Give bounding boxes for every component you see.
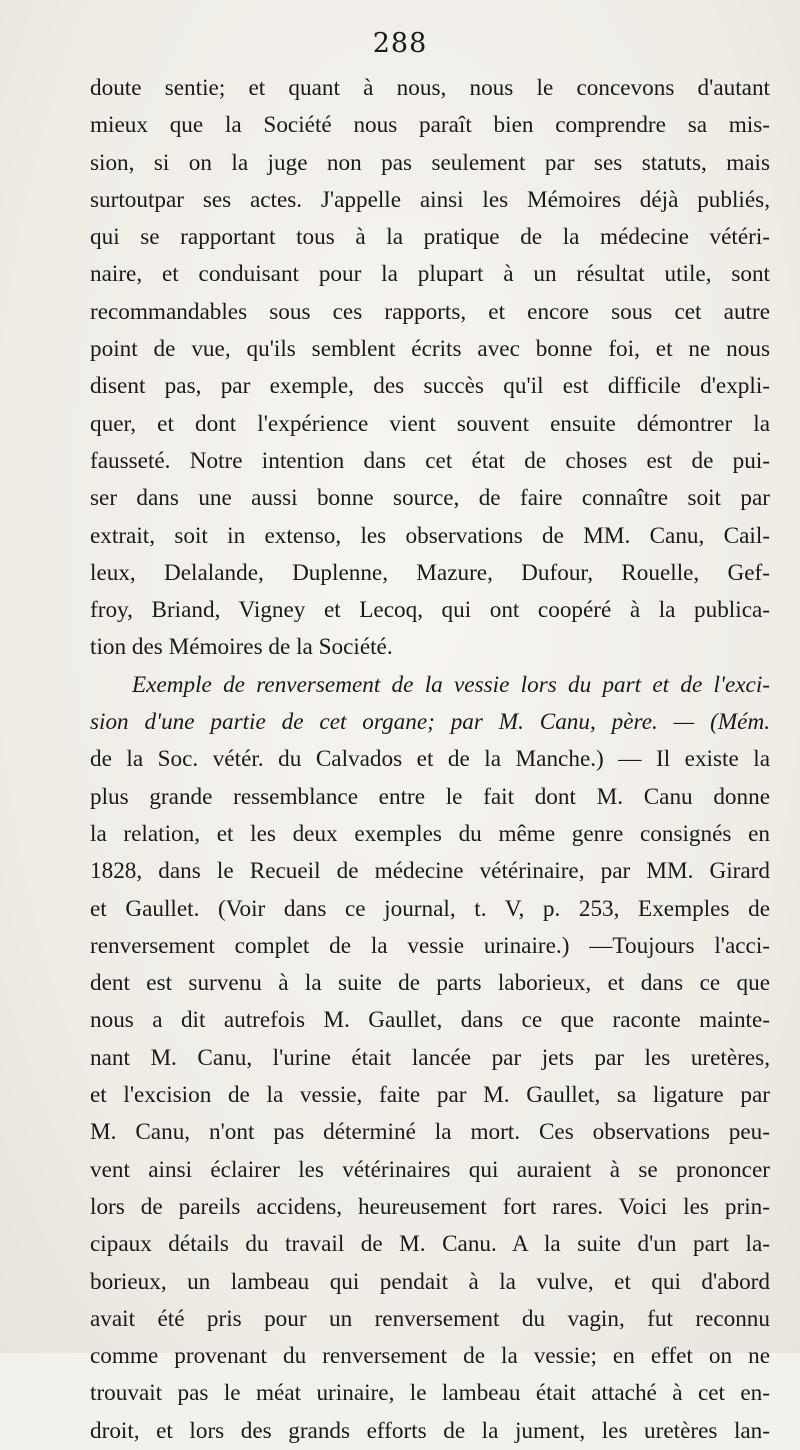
text-line: la relation, et les deux exemples du même genre consignés en	[90, 820, 770, 847]
text-line: point de vue, qu'ils semblent écrits avec bonne foi, et ne nous	[90, 336, 770, 363]
body-text	[90, 70, 770, 1450]
text-line: disent pas, par exemple, des succès qu'il est difficile d'expli-	[90, 373, 770, 400]
text-line: M. Canu, n'ont pas déterminé la mort. Ces observations peu-	[90, 1119, 770, 1146]
text-line: extrait, soit in extenso, les observations de MM. Canu, Cail-	[90, 522, 770, 549]
text-line: de la Soc. vétér. du Calvados et de la Manche.) — Il existe la	[90, 746, 770, 773]
page-number: 288	[372, 28, 428, 59]
text-line: droit, et lors des grands efforts de la jument, les uretères lan-	[90, 1417, 770, 1444]
text-line: quer, et dont l'expérience vient souvent ensuite démontrer la	[90, 410, 770, 437]
text-line: fausseté. Notre intention dans cet état de choses est de pui-	[90, 447, 770, 474]
text-line: dent est survenu à la suite de parts laborieux, et dans ce que	[90, 970, 770, 997]
text-line: recommandables sous ces rapports, et encore sous cet autre	[90, 298, 770, 325]
text-line: naire, et conduisant pour la plupart à un résultat utile, sont	[90, 261, 770, 288]
text-line: 1828, dans le Recueil de médecine vétérinaire, par MM. Girard	[90, 858, 770, 885]
paragraph-bladder-eversion-case	[90, 667, 770, 1450]
text-line: renversement complet de la vessie urinaire.) —Toujours l'acci-	[90, 932, 770, 959]
text-line: sion, si on la juge non pas seulement par ses statuts, mais	[90, 149, 770, 176]
text-line: comme provenant du renversement de la vessie; en effet on ne	[90, 1343, 770, 1370]
text-line: trouvait pas le méat urinaire, le lambeau était attaché à cet en-	[90, 1380, 770, 1407]
text-line: lors de pareils accidens, heureusement fort rares. Voici les prin-	[90, 1193, 770, 1220]
section-heading-line: Exemple de renversement de la vessie lors du part et de l'exci-	[132, 671, 770, 698]
text-line: qui se rapportant tous à la pratique de la médecine vétéri-	[90, 224, 770, 251]
text-line: et Gaullet. (Voir dans ce journal, t. V, p. 253, Exemples de	[90, 895, 770, 922]
text-line: surtoutpar ses actes. J'appelle ainsi les Mémoires déjà publiés,	[90, 186, 770, 213]
text-line: doute sentie; et quant à nous, nous le concevons d'autant	[90, 75, 770, 101]
text-line: leux, Delalande, Duplenne, Mazure, Dufour, Rouelle, Gef-	[90, 559, 770, 586]
text-line: vent ainsi éclairer les vétérinaires qui auraient à se prononcer	[90, 1156, 770, 1183]
text-line: plus grande ressemblance entre le fait dont M. Canu donne	[90, 783, 770, 810]
text-line: cipaux détails du travail de M. Canu. A la suite d'un part la-	[90, 1231, 770, 1258]
text-line: tion des Mémoires de la Société.	[90, 634, 393, 661]
text-line: nant M. Canu, l'urine était lancée par jets par les uretères,	[90, 1044, 770, 1071]
text-line: et l'excision de la vessie, faite par M. Gaullet, sa ligature par	[90, 1082, 770, 1109]
paragraph-society-memoirs	[90, 70, 770, 667]
text-line: avait été pris pour un renversement du vagin, fut reconnu	[90, 1305, 770, 1332]
text-line: borieux, un lambeau qui pendait à la vulve, et qui d'abord	[90, 1268, 770, 1295]
text-line: froy, Briand, Vigney et Lecoq, qui ont coopéré à la publica-	[90, 597, 770, 624]
text-line: nous a dit autrefois M. Gaullet, dans ce que raconte mainte-	[90, 1007, 770, 1034]
section-heading-line: sion d'une partie de cet organe; par M. Canu, père. — (Mém.	[90, 709, 770, 736]
text-line: mieux que la Société nous paraît bien comprendre sa mis-	[90, 112, 770, 139]
text-line: ser dans une aussi bonne source, de faire connaître soit par	[90, 485, 770, 512]
